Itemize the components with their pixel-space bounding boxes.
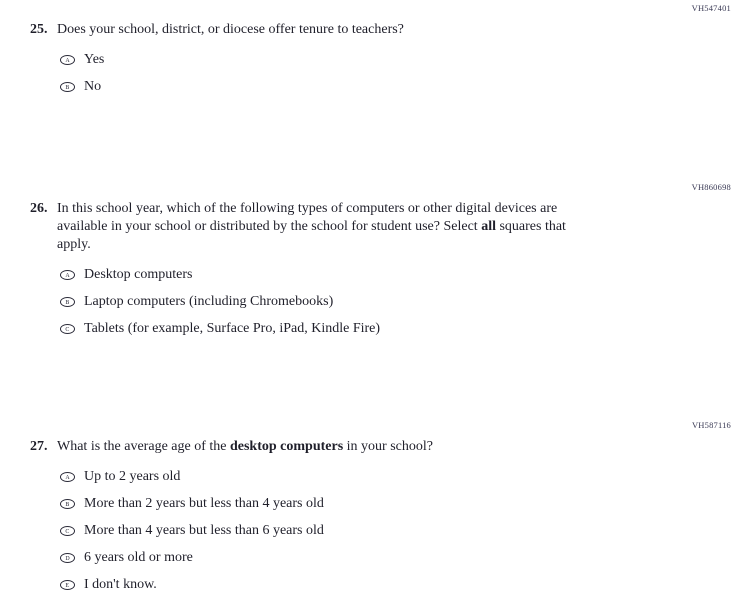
answer-oval-icon[interactable] [60,270,75,280]
option-letter: B [65,298,70,305]
option-label: Laptop computers (including Chromebooks) [84,294,334,309]
option-letter: A [65,271,70,278]
answer-option[interactable] [60,549,741,567]
option-letter: C [65,325,70,332]
answer-oval-icon[interactable] [60,526,75,536]
option-letter: B [65,83,70,90]
answer-option[interactable] [60,266,741,284]
item-code: VH587116 [691,420,731,430]
answer-option[interactable] [60,468,741,486]
option-label: Up to 2 years old [84,469,181,484]
question-prompt [57,438,589,456]
answer-oval-icon[interactable] [60,472,75,482]
answer-options [60,51,741,96]
option-letter: C [65,527,70,534]
answer-option[interactable] [60,495,741,513]
answer-option[interactable] [60,320,741,338]
answer-oval-icon[interactable] [60,499,75,509]
option-letter: E [65,581,70,588]
answer-oval-icon[interactable] [60,55,75,65]
option-letter: A [65,56,70,63]
option-label: 6 years old or more [84,550,193,565]
question-row [30,438,741,456]
question-number: 27. [30,439,48,454]
answer-oval-icon[interactable] [60,82,75,92]
prompt-segment: In this school year, which of the following types of computers or other digital devices are available in your school or distributed by the school for student use? Select [57,201,558,234]
option-label: More than 2 years but less than 4 years old [84,496,324,511]
answer-option[interactable] [60,576,741,594]
answer-options [60,266,741,338]
option-letter: D [65,554,70,561]
answer-option[interactable] [60,51,741,69]
prompt-segment-bold: desktop computers [229,439,344,454]
prompt-segment: in your school? [343,439,433,454]
answer-oval-icon[interactable] [60,297,75,307]
question-number: 26. [30,201,48,216]
prompt-segment: squares that apply. [57,219,566,252]
item-code: VH860698 [691,182,731,192]
question-27 [0,417,741,603]
option-label: I don't know. [84,577,157,592]
option-letter: A [65,473,70,480]
option-label: Desktop computers [84,267,193,282]
prompt-segment-bold: all [481,219,496,234]
question-row [30,200,741,254]
answer-options [60,468,741,594]
question-row [30,21,741,39]
question-26 [0,179,741,347]
answer-option[interactable] [60,78,741,96]
prompt-segment: What is the average age of the [57,439,230,454]
prompt-segment: Does your school, district, or diocese offer tenure to teachers? [57,22,404,37]
answer-option[interactable] [60,522,741,540]
question-25 [0,0,741,105]
answer-oval-icon[interactable] [60,324,75,334]
question-prompt [57,200,589,254]
answer-option[interactable] [60,293,741,311]
option-label: Yes [84,52,105,67]
option-label: More than 4 years but less than 6 years old [84,523,324,538]
answer-oval-icon[interactable] [60,553,75,563]
option-label: Tablets (for example, Surface Pro, iPad, Kindle Fire) [84,321,381,336]
option-letter: B [65,500,70,507]
answer-oval-icon[interactable] [60,580,75,590]
item-code: VH547401 [691,3,731,13]
option-label: No [84,79,102,94]
question-number: 25. [30,22,48,37]
question-prompt [57,21,589,39]
